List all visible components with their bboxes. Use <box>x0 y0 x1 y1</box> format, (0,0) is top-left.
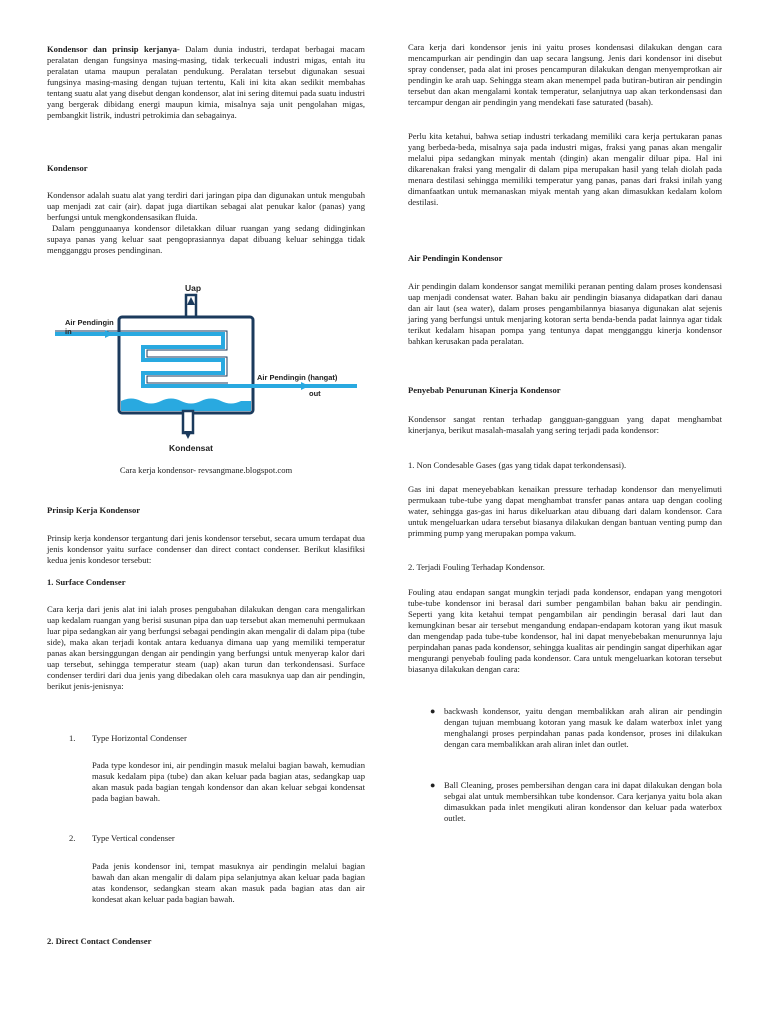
condensate-arrow-down <box>184 431 192 439</box>
type1-title: Type Horizontal Condenser <box>92 733 187 743</box>
prinsip-heading: Prinsip Kerja Kondensor <box>47 505 141 515</box>
condensate-outlet-nozzle <box>183 411 193 433</box>
label-air-in-2: in <box>65 327 72 336</box>
item1-title: 1. Non Condesable Gases (gas yang tidak dapat terkondensasi). <box>408 460 627 470</box>
intro-paragraph <box>47 44 365 121</box>
bullet-icon-1: ● <box>430 706 436 716</box>
type2-title: Type Vertical condenser <box>92 833 175 843</box>
label-kondensat: Kondensat <box>169 443 213 453</box>
surface-heading: 1. Surface Condenser <box>47 577 126 587</box>
type2-number: 2. <box>69 833 76 843</box>
label-uap: Uap <box>185 283 202 293</box>
penyebab-paragraph: Kondensor sangat rentan terhadap gangguan-gangguan yang dapat menghambat kinerjanya, berikut masalah-masalah yang sering terjadi pada kondensor: <box>408 414 722 435</box>
condenser-diagram <box>47 277 365 457</box>
item1-paragraph: Gas ini dapat meneyebabkan kenaikan pressure terhadap kondensor dan menyelimuti permukaan tube-tube yang dapat menghambat transfer panas antara uap dengan cooling water, sehingga gas-gas ini harus dikeluarkan atau dibuang dari dalam kondensor. Cara untuk mengeluarkan udara tersebut biasanya dilakukan dengan bantuan venting pump dan primming pump yang merupakan pompa vakum. <box>408 484 722 538</box>
label-air-out-2: out <box>309 389 321 398</box>
kondensor-paragraph-1: Kondensor adalah suatu alat yang terdiri dari jaringan pipa dan digunakan untuk mengubah uap menjadi zat cair (air). dapat juga diartikan sebagai alat penukar kalor (panas) yang berfungsi untuk mengkondensasikan fluida. <box>47 190 365 222</box>
label-air-in-1: Air Pendingin <box>65 318 114 327</box>
type1-number: 1. <box>69 733 76 743</box>
surface-paragraph: Cara kerja dari jenis alat ini ialah proses pengubahan dilakukan dengan cara mengalirkan uap kedalam ruangan yang berisi susunan pipa dan uap tersebut akan memenuhi permukaan luar pipa sedangkan air yang berfungsi sebagai pendingin akan mengalir di dalam pipa (tube side), maka akan terjadi kontak antara keduanya dimana uap yang memiliki temperatur panas akan bersinggungan dengan air pendingin yang berfungsi untuk menyerap kalor dari uap tersebut, sehingga temperatur steam (uap) akan turun dan terkondensasi. Surface condenser terdiri dari dua jenis yang dibedakan oleh cara masuknya uap dan air pendingin, berikut jenis-jenisnya: <box>47 604 365 691</box>
type2-paragraph: Pada jenis kondensor ini, tempat masuknya air pendingin melalui bagian bawah dan akan mengalir di dalam pipa selanjutnya akan keluar pada bagian atas kondensor, sedangkan steam akan masuk pada bagian atas dan air kondesat akan keluar pada bagian bawah. <box>92 861 365 904</box>
item2-title: 2. Terjadi Fouling Terhadap Kondensor. <box>408 562 545 572</box>
direct-paragraph: Cara kerja dari kondensor jenis ini yaitu proses kondensasi dilakukan dengan cara mencampurkan air pendingin dan uap secara langsung. Jenis dari kondensor ini disebut spray condenser, pada alat ini proses pencampuran dilakukan dengan menyemprotkan air pendingin ke arah uap. Sehingga steam akan menempel pada butiran-butiran air pendingin tersebut dan akan mengalami kontak temperatur, selanjutnya uap akan terkondensasi dan tercampur dengan air pendingin yang mendekati fase saturated (basah). <box>408 42 722 107</box>
kondensor-heading: Kondensor <box>47 163 88 173</box>
intro-text: - Dalam dunia industri, terdapat berbagai macam peralatan dengan fungsinya masing-masing, tidak terkecuali industri migas, entah itu peralatan utama maupun peralatan pendukung. Peralatan tersebut digunakan sesuai fungsinya masing-masing dengan tujuan tertentu, Kali ini kita akan sedikit membahas tentang suatu alat yang disebut dengan kondensor, alat ini sering ditemui pada suatu industri yang bergerak dibidang energi maupun kimia, misalnya saja unit pengolahan migas, pembangkit listrik, industri petrokimia dan sebagainya. <box>47 44 365 120</box>
air-pendingin-paragraph: Air pendingin dalam kondensor sangat memiliki peranan penting dalam proses kondensasi uap menjadi condensat water. Bahan baku air pendingin biasanya didapatkan dari danau dan air laut (sea water), dalam proses pengambilannya biasanya digunakan alat sejenis jaring yang berfungsi untuk menjaring kotoran serta benda-benda padat lainnya agar tidak terikut kedalam hisapan pompa yang tentunya dapat mengganggu kinerja kondensor bahkan kerusakan pada peralatan. <box>408 281 722 346</box>
industri-paragraph: Perlu kita ketahui, bahwa setiap industri terkadang memiliki cara kerja pertukaran panas yang berbeda-beda, misalnya saja pada industri migas, fraksi yang panas akan mengalir melalui pipa sedangkan minyak mentah (dingin) akan mengalir diluar pipa. Hal ini dikarenakan fraksi yang mengalir di dalam pipa merupakan hasil yang telah diolah pada menara destilasi sehingga memiliki temperatur yang panas, panas dari fraksi inilah yang dimanfaatkan untuk memanaskan miyak mentah yang akan dimasukkan kedalam kolom destilasi. <box>408 131 722 207</box>
diagram-caption: Cara kerja kondensor- revsangmane.blogspot.com <box>119 465 293 475</box>
label-air-out-1: Air Pendingin (hangat) <box>257 373 338 382</box>
type1-paragraph: Pada type kondesor ini, air pendingin masuk melalui bagian bawah, kemudian masuk kedalam pipa (tube) dan akan keluar pada bagian atas, sedangkap uap akan masuk pada bagian tengah kondensor dan akan keluar sebgai kondensat pada bagian bawah. <box>92 760 365 803</box>
penyebab-heading: Penyebab Penurunan Kinerja Kondensor <box>408 385 561 395</box>
water-out-arrow <box>301 382 309 390</box>
item2-paragraph: Fouling atau endapan sangat mungkin terjadi pada kondensor, endapan yang mengotori tube-tube kondensor ini berasal dari sumber pengambilan bahan baku air pendingin. Seperti yang kita ketahui tempat pengambilan air pendingin berasal dari laut dan kemungkinan besar air tersebut mengandung endapan-endapam kotoran yang ikut masuk dan mengendap pada tube-tube kondensor, hal ini dapat menyebebakan menurunnya laju perpindahan panas pada kondensor, sehingga kualitas air pendingin sangat diperhikan agar mengurangi penyebab fouling pada kondensor. Cara untuk mengeluarkan kotoran tersebut biasanya dilakukan dengan cara: <box>408 587 722 674</box>
air-pendingin-heading: Air Pendingin Kondensor <box>408 253 503 263</box>
bullet-2-text: Ball Cleaning, proses pembersihan dengan cara ini dapat dilakukan dengan bola sebgai alat untuk membersihkan tube kondensor. Cara kerjanya yaitu bola akan dimasukkan pada inlet mengikuti aliran kondensor dan keluar pada waterbox outlet. <box>444 780 722 823</box>
intro-bold: Kondensor dan prinsip kerjanya <box>47 44 177 54</box>
bullet-1-text: backwash kondensor, yaitu dengan membalikkan arah aliran air pendingin dengan tujuan membuang kotoran yang masuk ke dalam waterbox inlet yang menghalangi proses perpindahan panas pada kondensor, proses ini dilakukan dengan cara membalikkan arah aliran inlet dan outlet. <box>444 706 722 749</box>
direct-heading: 2. Direct Contact Condenser <box>47 936 152 946</box>
prinsip-paragraph: Prinsip kerja kondensor tergantung dari jenis kondensor tersebut, secara umum terdapat dua jenis kondensor yaitu surface condenser dan direct contact condenser. Berikut klasifiksi kedua jenis kondesor tersebut: <box>47 533 365 565</box>
kondensor-paragraph-2-text: Dalam penggunaanya kondensor diletakkan diluar ruangan yang sedang didinginkan supaya panas yang keluar saat pengoprasiannya dapat dibuang keluar sehingga tidak mengganggu proses pendinginan. <box>47 223 365 255</box>
kondensor-paragraph-2 <box>47 223 365 256</box>
bullet-icon-2: ● <box>430 780 436 790</box>
